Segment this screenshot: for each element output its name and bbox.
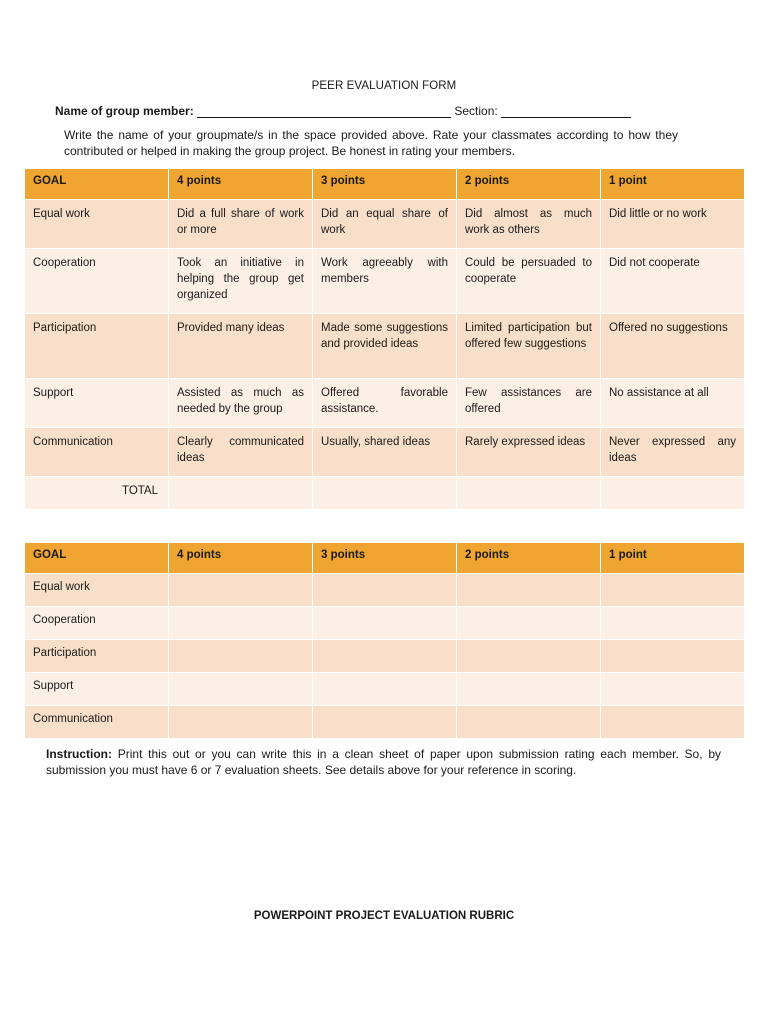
instruction-label: Instruction: (46, 747, 112, 761)
table-row (25, 428, 744, 477)
score-cell[interactable] (169, 640, 313, 673)
score-table (25, 543, 744, 739)
goal-cell: Communication (25, 428, 169, 477)
score-cell[interactable] (313, 574, 457, 607)
intro-text: Write the name of your groupmate/s in the space provided above. Rate your classmates according to how they contributed or helped in making the group project. Be honest in rating your members. (64, 128, 678, 158)
score-cell[interactable] (169, 673, 313, 706)
criteria-cell: Few assistances are offered (457, 379, 601, 428)
instruction-text (46, 746, 721, 778)
score-cell[interactable] (169, 706, 313, 739)
criteria-cell: Did not cooperate (601, 249, 744, 314)
goal-cell: Support (25, 673, 169, 706)
criteria-cell: Offered favorable assistance. (313, 379, 457, 428)
score-cell[interactable] (313, 640, 457, 673)
table-row (25, 314, 744, 379)
criteria-cell: No assistance at all (601, 379, 744, 428)
table-row (25, 200, 744, 249)
goal-cell: Communication (25, 706, 169, 739)
score-cell[interactable] (457, 673, 601, 706)
score-cell[interactable] (169, 574, 313, 607)
header-2-points: 2 points (457, 543, 601, 574)
score-cell[interactable] (457, 574, 601, 607)
score-cell[interactable] (601, 640, 744, 673)
total-cell[interactable] (169, 477, 313, 510)
criteria-cell: Took an initiative in helping the group get organized (169, 249, 313, 314)
criteria-cell: Did an equal share of work (313, 200, 457, 249)
criteria-cell: Usually, shared ideas (313, 428, 457, 477)
criteria-cell: Did a full share of work or more (169, 200, 313, 249)
score-cell[interactable] (313, 706, 457, 739)
score-cell[interactable] (457, 640, 601, 673)
header-1-point: 1 point (601, 169, 744, 200)
instruction-body: Print this out or you can write this in a clean sheet of paper upon submission rating each member. So, by submission you must have 6 or 7 evaluation sheets. See details above for your reference in scoring. (46, 747, 721, 777)
total-cell[interactable] (457, 477, 601, 510)
rubric-header-row (25, 169, 744, 200)
table-row (25, 574, 744, 607)
score-cell[interactable] (601, 706, 744, 739)
criteria-cell: Clearly communicated ideas (169, 428, 313, 477)
score-cell[interactable] (313, 673, 457, 706)
total-cell[interactable] (313, 477, 457, 510)
table-row (25, 706, 744, 739)
name-label: Name of group member: (55, 104, 194, 118)
score-cell[interactable] (601, 673, 744, 706)
criteria-cell: Never expressed any ideas (601, 428, 744, 477)
score-cell[interactable] (601, 574, 744, 607)
score-cell[interactable] (601, 607, 744, 640)
criteria-cell: Work agreeably with members (313, 249, 457, 314)
rubric-title: POWERPOINT PROJECT EVALUATION RUBRIC (253, 910, 515, 922)
criteria-cell: Limited participation but offered few suggestions (457, 314, 601, 379)
table-row (25, 607, 744, 640)
score-cell[interactable] (457, 706, 601, 739)
header-goal: GOAL (25, 543, 169, 574)
goal-cell: Equal work (25, 574, 169, 607)
goal-cell: Participation (25, 314, 169, 379)
header-1-point: 1 point (601, 543, 744, 574)
name-section-line (55, 104, 631, 118)
score-header-row (25, 543, 744, 574)
goal-cell: Cooperation (25, 607, 169, 640)
criteria-cell: Offered no suggestions (601, 314, 744, 379)
score-cell[interactable] (169, 607, 313, 640)
criteria-cell: Provided many ideas (169, 314, 313, 379)
table-row (25, 640, 744, 673)
header-4-points: 4 points (169, 543, 313, 574)
table-row (25, 673, 744, 706)
header-3-points: 3 points (313, 169, 457, 200)
goal-cell: Equal work (25, 200, 169, 249)
score-cell[interactable] (313, 607, 457, 640)
section-blank[interactable] (501, 105, 631, 118)
header-goal: GOAL (25, 169, 169, 200)
criteria-cell: Made some suggestions and provided ideas (313, 314, 457, 379)
total-label: TOTAL (25, 477, 169, 510)
goal-cell: Participation (25, 640, 169, 673)
header-4-points: 4 points (169, 169, 313, 200)
header-3-points: 3 points (313, 543, 457, 574)
page-title: PEER EVALUATION FORM (311, 80, 457, 92)
criteria-cell: Assisted as much as needed by the group (169, 379, 313, 428)
criteria-cell: Did little or no work (601, 200, 744, 249)
goal-cell: Support (25, 379, 169, 428)
section-label: Section: (454, 104, 498, 118)
score-cell[interactable] (457, 607, 601, 640)
goal-cell: Cooperation (25, 249, 169, 314)
table-row (25, 379, 744, 428)
table-row (25, 249, 744, 314)
criteria-cell: Did almost as much work as others (457, 200, 601, 249)
name-blank[interactable] (197, 105, 451, 118)
rubric-table (25, 169, 744, 510)
criteria-cell: Rarely expressed ideas (457, 428, 601, 477)
criteria-cell: Could be persuaded to cooperate (457, 249, 601, 314)
total-cell[interactable] (601, 477, 744, 510)
total-row (25, 477, 744, 510)
header-2-points: 2 points (457, 169, 601, 200)
